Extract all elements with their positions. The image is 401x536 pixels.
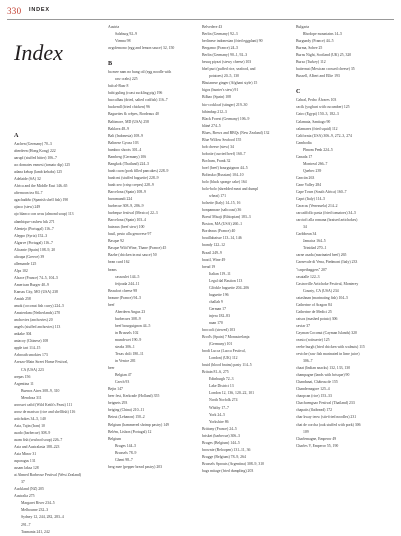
index-entry: Burns Night, Scotland (UK) 25, 320 (296, 53, 352, 58)
page-header (7, 6, 394, 20)
index-entry: ajiaco (stew) 249 (14, 205, 41, 210)
index-entry: Brod's (Spain) 7 Monastrelanja (202, 335, 250, 340)
index-entry: Catherine de Medici 25 (296, 309, 332, 314)
index-entry: Brussels Sprouts (Argentina) 308–9, 310 (202, 461, 265, 466)
index-entry: Adelaide (SA) 32 (14, 177, 41, 182)
index-entry: ajo blanco con uvas (almond soup) 113 (14, 212, 74, 217)
index-subentry: Brussels 78–9 (115, 450, 137, 455)
index-entry: asado (barbecue) 308–9 (14, 430, 51, 435)
index-entry: beiging (China) 210–11 (108, 408, 145, 413)
index-entry: Berlin (Germany) 90–1, 92–3 (202, 53, 248, 58)
page-number: 330 (7, 6, 22, 16)
index-subentry: Buenos Aires 308–9, 310 (21, 388, 60, 393)
index-subentry: Phnom Penh 224–5 (303, 147, 333, 152)
index-entry: Aachen (Germany) 70–3 (14, 142, 52, 146)
index-entry: beignets 293 (108, 401, 128, 406)
index-entry: angels (stuffed anchovies) 113 (14, 325, 61, 330)
index-entry: Bali (Indonesia) 108–9 (108, 133, 144, 138)
index-letter-heading: B (108, 60, 113, 68)
index-entry: artichokes 34–5, 140 (14, 416, 46, 421)
index-entry: Britain 81–6, 275 (202, 370, 229, 375)
index-entry: Caracas (Venezuela) 214–2 (296, 204, 338, 209)
index-entry: carne asada (marinated beef) 265 (296, 253, 347, 258)
index-entry: Bulgaria (296, 25, 310, 29)
index-entry: brazil, Wine 49 (202, 257, 226, 262)
index-entry: afternoon tea 84–7 (14, 191, 43, 196)
index-subentry: baguette 196 (209, 292, 229, 297)
index-entry: chaopcan (rice) 153–33 (296, 394, 332, 399)
index-entry: Burma, Sohee 25 (296, 46, 323, 51)
index-subentry: feijoada 244–11 (115, 281, 140, 286)
index-entry: Bhutanese ginger (Afghani style) 15 (202, 81, 258, 86)
index-entry: Amsterdam (Netherlands) 270 (14, 311, 61, 316)
index-entry: Asia, Tajin (Iran) 10 (14, 423, 45, 428)
index-subentry: Ghent 98–7 (115, 457, 133, 462)
index-subentry: Texas chili 180–11 (115, 352, 144, 357)
index-entry: Beirut (Lebanon) 150–2 (108, 415, 145, 420)
index-entry: bigos (hunter's stew) 91 (202, 88, 239, 93)
index-subentry: potatoes) 20–5, 130 (209, 74, 240, 79)
index-entry: Alsace (France) 74–5, 104–5 (14, 275, 59, 280)
index-entry: Asia and Australasia 188–223 (14, 445, 60, 450)
index-entry: babi guling (roast suckling pig) 196 (108, 91, 163, 96)
index-entry: assam laksa 128 (14, 466, 39, 471)
index-entry: bab al-Bazr 8 (108, 84, 129, 89)
index-subentry: Rhodope mountains 14–5 (303, 32, 343, 37)
index-entry: Bergamo (France) 24–5 (202, 46, 239, 51)
index-entry: berg mee (pepper bread pastry) 203 (108, 464, 163, 469)
index-entry: Belém, Lisbon (Portugal) 12 (108, 429, 152, 434)
index-column-1 (14, 129, 105, 536)
index-entry: bolo (black sponge cake) 164 (202, 180, 247, 185)
index-subentry: North Norfolk 274 (209, 398, 238, 403)
index-entry: catsos (mashed potato) 306 (296, 316, 338, 321)
index-entry: Alicante (Spain) 108–9, 20 (14, 247, 56, 252)
index-entry: adana kebap (lamb kebabs) 125 (14, 170, 63, 175)
index-entry: boef (beef) bourguignon 44–5 (202, 165, 248, 170)
index-subentry: injera 182–83 (209, 313, 230, 318)
index-subentry: Salzburg 92–9 (115, 32, 137, 37)
index-subentry: 109 (303, 429, 309, 434)
index-entry: char kway teow (stir-fried noodles) 231 (296, 415, 357, 420)
index-entry: Brittany (France) 24–5 (202, 426, 237, 431)
index-entry: Castroville Artichoke Festival, Monterey (296, 281, 359, 286)
index-entry: Catherine of Aragon 84 (296, 302, 332, 307)
index-subentry: 34 (303, 225, 307, 230)
index-subentry: 291–7 (21, 522, 31, 527)
index-entry: Bangkok (Thailand) 224–5 (108, 161, 150, 166)
index-subentry: London) (UK) 112 (209, 356, 238, 361)
index-entry: Austria (108, 25, 120, 29)
index-subentry: munchwet 190–9 (115, 337, 142, 342)
index-subentry: Czech 93 (115, 380, 130, 385)
index-entry: allemande 125 (14, 261, 37, 266)
index-entry: agachadiño (Spanish shell fish) 190 (14, 198, 69, 203)
index-entry: bugs mitage (fried dumpling) 203 (202, 468, 254, 473)
index-entry: asam fish (seafood soup) 226–7 (14, 437, 63, 442)
index-entry: Basque 92 (108, 239, 124, 244)
index-entry: American Burger 40–9 (14, 282, 49, 287)
index-subentry: beef bourguignon 44–5 (115, 323, 151, 328)
index-entry: Alentejo (Portugal) 116–7 (14, 226, 54, 231)
index-entry: Bejin 147 (108, 387, 123, 392)
index-entry: Belgium (108, 436, 122, 441)
index-entry: Baguettes & crêpes, Bordeaux 40 (108, 112, 159, 117)
index-entry: ceviche (raw fish marinated in lime juice) (296, 352, 360, 357)
index-entry: bonpannase (saltcoast) 36 (202, 208, 242, 213)
index-subentry: Montreal 266–7 (303, 161, 328, 166)
index-entry: cacík (yoghurt with cucumber) 125 (296, 105, 350, 110)
index-entry: Bordeaux (France) 40 (202, 229, 236, 234)
index-entry: Chachoengsao Festival (Thailand) 233 (296, 401, 355, 406)
index-entry: avgolemono (egg and lemon sauce) 32, 150 (108, 46, 175, 51)
index-entry: Bruges (Belgium) 144–5 (202, 440, 240, 445)
index-entry: anchovies (anchovies) 20 (14, 318, 53, 323)
index-entry: Calamata, Santiago 90 (296, 119, 331, 124)
index-entry: caviar 37 (296, 323, 311, 328)
index-subentry: Melbourne 232–3 (21, 508, 49, 513)
index-subentry: Sydney 12, 244, 282, 283–4 (21, 515, 64, 520)
index-entry: Africa and the Middle East 146–65 (14, 184, 68, 189)
index-entry: amok (coconut fish curry) 224–5 (14, 304, 64, 309)
index-subentry: Glöckle baguette 204–206 (209, 285, 250, 290)
index-entry: Arezzo-Main Street Home Festival, (14, 360, 69, 365)
index-entry: alioupa (Greece) 39 (14, 254, 45, 259)
index-entry: banh xeo (crisp crepes) 228–9 (108, 182, 154, 187)
index-entry: arroz de marisco (rice and shellfish) 116 (14, 409, 76, 414)
index-entry: arrosset cafid (Wild Keith's Feast) 111 (14, 402, 73, 407)
index-subentry: 306–7 (303, 359, 313, 364)
index-entry: carciofi alla romana (braised artichokes) (296, 218, 358, 223)
index-entry: Cane Valley 284 (296, 182, 322, 187)
index-subentry: barbecues 308–9 (115, 316, 141, 321)
index-entry: Charlemagne, Emperor 49 (296, 436, 337, 441)
index-entry: barbeque festival (Mexico) 22–3 (108, 211, 158, 216)
index-entry: beaune (France) 94–5 (108, 295, 142, 300)
index-letter-heading: C (296, 88, 301, 96)
index-entry: Asia Minor 31 (14, 452, 37, 457)
index-subentry: Aberdeen Angus 23 (115, 309, 146, 314)
index-entry: chapatis (flatbread) 172 (296, 408, 333, 413)
index-entry: bouillabaisse 113–14, 146 (202, 236, 242, 241)
index-entry: Cairo (Egypt) 150–3, 182–3 (296, 112, 339, 117)
index-entry: Capri (Italy) 114–5 (296, 197, 326, 202)
index-entry: Argentina 11 (14, 381, 34, 386)
index-subentry: in Venice 281 (115, 359, 136, 364)
index-entry: bamboo shoots 301–4 (108, 147, 142, 152)
index-entry: Chandernagore 125–4 (296, 387, 330, 392)
index-entry: arepas 156 (14, 374, 31, 379)
index-entry: Boston, MA (USA) 260–1 (202, 222, 243, 227)
index-entry: Kansas City, MO (USA) 238 (14, 289, 58, 294)
index-entry: bhel puri (puffed rice, seafood, and (202, 67, 256, 72)
index-entry: Cancún 263 (296, 175, 315, 180)
index-entry: Boeuf Misaji (Ethiopian) 183–3 (202, 215, 251, 220)
index-entry: "carpetbaggers" 207 (296, 267, 327, 272)
index-entry: Amish 258 (14, 297, 31, 302)
index-entry: ceasto (rotisserie) 125 (296, 337, 330, 342)
index-entry: Australia 275 (14, 494, 35, 499)
index-entry: beans (108, 267, 117, 272)
index-entry: chat de corcha (oak stuffed with pork) 306 (296, 422, 361, 427)
index-subentry: in Brussels 102 (115, 330, 139, 335)
index-entry: brandy 122–12 (202, 243, 225, 248)
index-subentry: Belgian 47 (115, 373, 132, 378)
index-entry: Charles V, Emperor 55, 190 (296, 443, 339, 448)
index-subentry: Italian 119–11 (209, 271, 231, 276)
index-entry: Black Forest (Germany) 106–9 (202, 116, 250, 121)
index-entry: calamares (fried squid) 112 (296, 126, 338, 131)
index-entry: brodi Lucca (Lucca Festival, (202, 349, 246, 354)
index-entry: bläné 274–5 (202, 123, 221, 128)
index-subentry: challah 9 (209, 299, 223, 304)
index-entry: Cayman Coconut (Cayman Islands) 320 (296, 330, 357, 335)
index-entry: ba mee nam no bung oil (egg noodle with (108, 70, 172, 75)
index-subentry: wheat) 171 (209, 194, 226, 199)
index-entry: Alps 102 (14, 268, 28, 273)
index-entry: bateaux (beef stew) 100 (108, 225, 145, 230)
index-entry: bio-cockloaf (stinger) 219–30 (202, 102, 248, 107)
index-subentry: CA (USA) 223 (21, 367, 44, 372)
index-entry: Blue Willow Seafood 155 (202, 137, 242, 142)
index-entry: butternut (Mexican crossed cheese) 35 (296, 67, 355, 72)
index-entry: Bolinsko (Russian) 104–10 (202, 172, 244, 177)
index-entry: Auckland (NZ) 205 (14, 487, 44, 492)
index-entry: carcaiffollo pasta (fried tomatoes) 34–5 (296, 211, 357, 216)
spacer (296, 80, 387, 85)
index-entry: berlinese indonesian (fried eggplant) 90 (202, 39, 263, 44)
index-entry: at Ahmed Barbecue Festival (West Zealand) (14, 473, 82, 478)
index-entry: Cape Town (South Africa) 160–7 (296, 189, 347, 194)
index-entry: asparagus 131 (14, 459, 36, 464)
index-entry: Belvedere 43 (202, 25, 223, 29)
index-entry: banh mi (stuffed baguette) 228–9 (108, 175, 159, 180)
index-subentry: Trinidad 270–1 (303, 246, 327, 251)
index-entry: Beaufort cheese 98 (108, 288, 138, 293)
index-entry: brisket (barbecue) 306–3 (202, 433, 240, 438)
index-subentry: raw crabs) 225 (115, 77, 138, 82)
index-entry: Barcelona (Spain) 108–9 (108, 189, 146, 194)
index-entry: bread 19 (202, 264, 216, 269)
index-entry: Bursa (Turkey) 112 (296, 60, 326, 65)
index-subentry: Margaret River 234–5 (21, 501, 55, 506)
index-entry: barbecue 308–9, 286–9 (108, 204, 144, 209)
index-entry: bean curd 162 (108, 260, 130, 265)
index-entry: bolo-bolo (shredded meat and dumpl (202, 187, 259, 192)
index-entry: chaat (Indian snacks) 132, 133, 130 (296, 366, 351, 371)
index-entry: brownie (Beloopen) 131–11, 36 (202, 447, 251, 452)
index-entry: ceebe burgh (fried chicken with walnuts) 115 (296, 345, 365, 350)
index-entry: broccoli (stewed) 103 (202, 328, 236, 333)
index-entry: ankake 304 (14, 332, 32, 337)
index-entry: Blues, Brews and BBQs (New Zealand) 132 (202, 130, 270, 135)
index-subentry: Lake District 13 (209, 384, 234, 389)
index-entry: Carnevale di Vena, Piedmont (Italy) 233 (296, 260, 358, 265)
index-entry: baccalhau (dried, salted codfish) 116–7 (108, 98, 168, 103)
index-subentry: cassoulet 144–5 (115, 274, 140, 279)
index-entry: Belgium (hammered shrimp pastry) 149 (108, 422, 169, 427)
index-entry: Algarve (Portugal) 116–7 (14, 240, 53, 245)
index-entry: besuq piyazi (stewy cheese) 103 (202, 60, 252, 65)
index-entry: Bazhe (chicken in nut sauce) 50 (108, 253, 157, 258)
index-letter-heading: A (14, 132, 19, 139)
index-entry: bibimbap 212–3 (202, 109, 227, 114)
index-entry: Arbroath smokies 173 (14, 353, 48, 358)
index-subentry: naan 170 (209, 320, 223, 325)
index-entry: basil, pesto alla genovese 97 (108, 232, 152, 237)
index-entry: aarupl (stuffed bitter) 106–7 (14, 156, 57, 161)
index-column-2 (108, 24, 199, 471)
index-entry: apple tart 114–15 (14, 346, 41, 351)
index-subentry: Whitby 17–7 (209, 405, 229, 410)
index-subentry: Edinburgh 72–3 (209, 377, 234, 382)
index-entry: bolsette (Italy) 14–15, 16 (202, 201, 241, 206)
spacer (108, 52, 199, 57)
index-title: Index (14, 40, 63, 65)
index-subentry: Tasmania 241, 242 (21, 529, 50, 534)
index-subentry: 37 (21, 480, 25, 485)
index-entry: bob cheese (stew) 34 (202, 144, 234, 149)
index-entry: Brugge (Belgium) 78–9, 264 (202, 454, 246, 459)
index-entry: Bochum, Frank 32 (202, 158, 231, 163)
index-subentry: German 17 (209, 306, 226, 311)
index-subentry: Yorkshire 86 (209, 419, 229, 424)
index-entry: Baklava 48–9 (108, 126, 129, 131)
index-entry: California (USA) 306–9, 272–3, 274 (296, 133, 352, 138)
index-entry: Baltimore, MD (USA) 258 (108, 119, 149, 124)
index-entry: Brazil 249–9 (202, 250, 222, 255)
index-entry: Caribbean 34 (296, 232, 317, 237)
index-entry: beef (108, 302, 115, 307)
index-entry: Barcelona (Spain) 103–4 (108, 218, 146, 223)
index-subentry: Quebec 239 (303, 168, 322, 173)
index-entry: beer (108, 366, 115, 371)
index-entry: Bamberg (Germany) 106 (108, 154, 147, 159)
index-entry: banh cuon (pork filled pancakes) 228–9 (108, 168, 169, 173)
index-subentry: York 24–5 (209, 412, 225, 417)
index-entry: bruid (blood brains) pasty 114–5 (202, 363, 252, 368)
index-subentry: Bruges 144–5 (115, 443, 137, 448)
index-entry: Aleppo (Syria) 152–3 (14, 233, 48, 238)
index-entry: Canada 17 (296, 154, 313, 159)
index-column-4 (296, 24, 387, 450)
index-entry: Cambodia (296, 140, 312, 145)
index-column-3 (202, 24, 293, 475)
index-entry: Cabral, Pedro Álvares 103 (296, 98, 337, 103)
index-entry: Chandanai, Château de 155 (296, 380, 338, 385)
index-entry: Bussell, Albert and Ellie 193 (296, 74, 340, 79)
index-subentry: Legal dal Bastion 113 (209, 278, 243, 283)
index-entry: champagne (lands with brisque) 90 (296, 373, 350, 378)
header-rule (7, 19, 394, 20)
index-subentry: County, CA (USA) 234 (303, 288, 339, 293)
index-entry: antacoy (Chinese) 108 (14, 339, 49, 344)
index-subentry: Vienna 98 (115, 39, 131, 44)
index-entry: acı domates ezmesi (tomato dip) 125 (14, 163, 70, 168)
index-entry: beer fest, Kerkrade (Holland) 355 (108, 394, 160, 399)
index-entry: backendl (fried chicken) 96 (108, 105, 150, 110)
index-entry: Balinese Gyoza 103 (108, 140, 139, 145)
index-entry: Burgundy (France) 44–5 (296, 39, 334, 44)
index-entry: barramundi 224 (108, 197, 133, 202)
index-entry: Bilbao (Spain) 108 (202, 95, 231, 100)
index-subentry: Mendoza 311 (21, 395, 42, 400)
index-entry: Basque Wild Wine, Thane (France) 45 (108, 246, 167, 251)
index-subentry: (Germany) 101 (209, 342, 233, 347)
section-label: INDEX (29, 7, 50, 13)
index-entry: aberdeen (Hong Kong) 222 (14, 149, 56, 154)
index-subentry: London 12, 136, 120–22, 101 (209, 391, 255, 396)
index-entry: bobotie (curried beef) 160–7 (202, 151, 246, 156)
index-entry: Berlin (Germany) 92–3 (202, 32, 238, 37)
index-entry: catashnan (marinating fish) 104–5 (296, 295, 348, 300)
index-subentry: steaks 306–1 (115, 345, 135, 350)
index-entry: casatalle 122–3 (296, 274, 320, 279)
index-entry: alambique-cashew hik 271 (14, 219, 55, 224)
index-subentry: Jamaica 164–5 (303, 239, 326, 244)
